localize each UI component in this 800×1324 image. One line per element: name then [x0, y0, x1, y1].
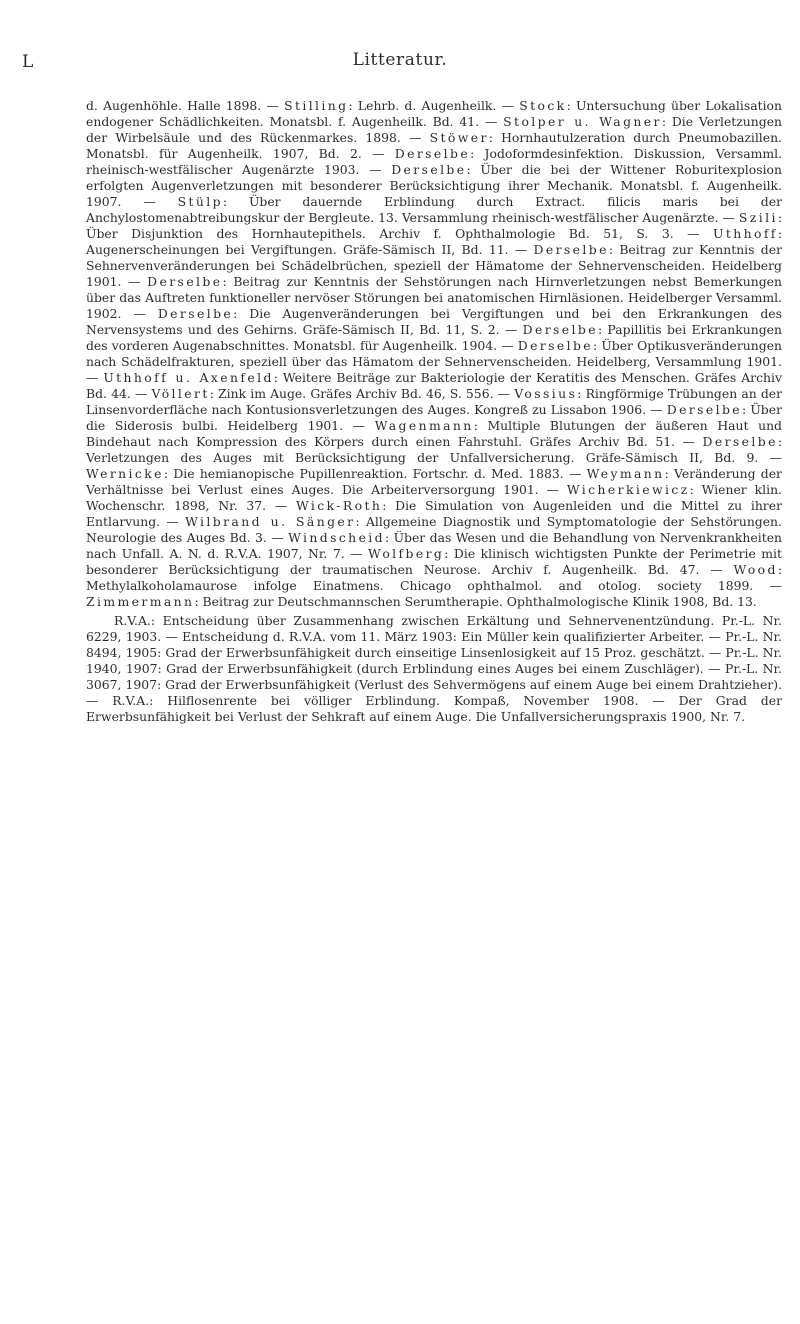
page-marker: L: [22, 52, 34, 72]
citation-text: : Die Augenveränderungen bei Vergiftungen und bei den Erkrankungen des Nervensystems und des Gehirns. Gräfe-Sämisch II, Bd. 11, S. 2. —: [86, 306, 782, 338]
citation-text: : Beitrag zur Kenntnis der Sehstörungen nach Hirnverletzungen nebst Bemerkungen über das Auftreten funktioneller nervöser Störungen bei anatomischen Hirnläsionen. Heidelberger Versamml. 1902. —: [86, 274, 782, 322]
citation-text: d. Augenhöhle. Halle 1898. —: [86, 98, 285, 113]
citation-text: : Multiple Blutungen der äußeren Haut und Bindehaut nach Kompression des Körpers durch einen Fahrstuhl. Gräfes Archiv Bd. 51. —: [86, 418, 782, 450]
citation-text: : Beitrag zur Deutschmannschen Serumtherapie. Ophthalmologische Klinik 1908, Bd. 13.: [194, 594, 757, 610]
citation-text: : Untersuchung über Lokalisation endogener Schädlichkeiten. Monatsbl. f. Augenheilk. Bd. 41. —: [86, 98, 782, 130]
citation-text: : Über die bei der Wittener Roburitexplosion erfolgten Augenverletzungen mit besonderer Berücksichtigung ihrer Mechanik. Monatsbl. f. Augenheilk. 1907. —: [86, 162, 782, 210]
author-name: Wick-Roth: [295, 498, 383, 514]
author-name: Wolfberg: [368, 546, 445, 562]
citation-text: : Beitrag zur Kenntnis der Sehnervenveränderungen bei Schädelbrüchen, speziell der Hämatome der Sehnervenscheiden. Heidelberg 1901. —: [86, 242, 782, 290]
bibliography-body: [86, 98, 782, 725]
citation-text: : Weitere Beiträge zur Bakteriologie der Keratitis des Menschen. Gräfes Archiv Bd. 44. —: [86, 370, 782, 402]
citation-text: : Über Disjunktion des Hornhautepithels. Archiv f. Ophthalmologie Bd. 51, S. 3. —: [86, 210, 782, 242]
citation-text: : Augenerscheinungen bei Vergiftungen. Gräfe-Sämisch II, Bd. 11. —: [86, 226, 782, 258]
citation-text: : Veränderung der Verhältnisse bei Verlust eines Auges. Die Arbeiterversorgung 1901. —: [86, 466, 782, 498]
author-name: Stock: [519, 98, 567, 113]
author-name: Derselbe: [522, 322, 598, 338]
citation-text: : Allgemeine Diagnostik und Symptomatologie der Sehstörungen. Neurologie des Auges Bd. 3. —: [86, 514, 782, 546]
author-name: Derselbe: [702, 434, 778, 450]
author-name: Derselbe: [394, 146, 471, 162]
author-name: Zimmermann: [86, 594, 195, 610]
citation-text: : Die hemianopische Pupillenreaktion. Fortschr. d. Med. 1883. —: [163, 466, 587, 482]
author-name: Wicherkiewicz: [566, 482, 690, 498]
citation-text: : Methylalkoholamaurose infolge Einatmens. Chicago ophthalmol. and otolog. society 1899. —: [86, 562, 782, 594]
citation-text: : Lehrb. d. Augenheilk. —: [348, 98, 520, 113]
running-head: Litteratur.: [352, 50, 448, 70]
author-name: Stilling: [284, 98, 349, 113]
author-name: Wood: [733, 562, 778, 578]
author-name: Stülp: [177, 194, 223, 210]
citation-text: R.V.A.: Entscheidung über Zusammenhang zwischen Erkältung und Sehnervenentzündung. Pr.-L. Nr. 6229, 1903. — Entscheidung d. R.V.A. vom 11. März 1903: Ein Müller kein qualifizierter Arbeiter. — Pr.-L. Nr. 8494, 1905: Grad der Erwerbsunfähigkeit durch einseitige Linsenlosigkeit auf 15 Proz. geschätzt. — Pr.-L. Nr. 1940, 1907: Grad der Erwerbsunfähigkeit (durch Erblindung eines Auges bei einem Zuschläger). — Pr.-L. Nr. 3067, 1907: Grad der Erwerbsunfähigkeit (Verlust des Sehvermögens auf einem Auge bei einem Drahtzieher). — R.V.A.: Hilflosenrente bei völliger Erblindung. Kompaß, November 1908. — Der Grad der Erwerbsunfähigkeit bei Verlust der Sehkraft auf einem Auge. Die Unfallversicherungspraxis 1900, Nr. 7.: [86, 612, 782, 724]
citation-text: : Hornhautulzeration durch Pneumobazillen. Monatsbl. für Augenheilk. 1907, Bd. 2. —: [86, 130, 782, 162]
author-name: Völlert: [151, 386, 210, 402]
author-name: Uthhoff u. Axenfeld: [103, 370, 274, 386]
author-name: Szili: [738, 210, 778, 226]
author-name: Wilbrand u. Sänger: [185, 514, 356, 530]
author-name: Windscheid: [288, 530, 385, 546]
author-name: Derselbe: [147, 274, 223, 290]
citation-text: : Die klinisch wichtigsten Punkte der Perimetrie mit besonderer Berücksichtigung der traumatischen Neurose. Archiv f. Augenheilk. Bd. 47. —: [86, 546, 782, 578]
author-name: Derselbe: [157, 306, 234, 322]
author-name: Vossius: [514, 386, 578, 402]
citation-text: : Über dauernde Erblindung durch Extract. filicis maris bei der Anchylostomenabtreibungskur der Bergleute. 13. Versammlung rheinisch-westfälischer Augenärzte. —: [86, 194, 782, 226]
citation-text: : Zink im Auge. Gräfes Archiv Bd. 46, S. 556. —: [209, 386, 515, 402]
author-name: Wernicke: [86, 466, 164, 482]
author-name: Uthhoff: [712, 226, 778, 242]
citation-text: : Über Optikusveränderungen nach Schädelfrakturen, speziell über das Hämatom der Sehnervenscheiden. Heidelberg, Versammlung 1901. —: [86, 338, 783, 386]
citation-text: : Über das Wesen und die Behandlung von Nervenkrankheiten nach Unfall. A. N. d. R.V.A. 1907, Nr. 7. —: [86, 530, 783, 562]
author-name: Stöwer: [429, 130, 489, 146]
author-name: Derselbe: [517, 338, 594, 354]
citation-text: : Papillitis bei Erkrankungen des vorderen Augenabschnittes. Monatsbl. für Augenheilk. 1904. —: [86, 322, 782, 354]
decisions-paragraph: [86, 613, 782, 725]
citation-text: : Jodoformdesinfektion. Diskussion, Versamml. rheinisch-westfälischer Augenärzte 1903. —: [86, 146, 783, 178]
author-name: Weymann: [586, 466, 665, 482]
citation-text: : Verletzungen des Auges mit Berücksichtigung der Unfallversicherung. Gräfe-Sämisch II, Bd. 9. —: [86, 434, 782, 466]
citation-text: : Wiener klin. Wochenschr. 1898, Nr. 37. —: [86, 482, 782, 514]
citation-text: : Die Verletzungen der Wirbelsäule und des Rückenmarkes. 1898. —: [86, 114, 783, 146]
citation-text: : Die Simulation von Augenleiden und die Mittel zu ihrer Entlarvung. —: [86, 498, 782, 530]
citation-text: : Ringförmige Trübungen an der Linsenvorderfläche nach Kontusionsverletzungen des Auges. Kongreß zu Lissabon 1906. —: [86, 386, 783, 418]
author-name: Wagenmann: [374, 418, 474, 434]
author-name: Derselbe: [391, 162, 467, 178]
author-name: Derselbe: [533, 242, 609, 258]
author-name: Stolper u. Wagner: [503, 114, 662, 130]
bibliography-paragraph: [86, 98, 782, 611]
author-name: Derselbe: [666, 402, 743, 418]
citation-text: : Über die Siderosis bulbi. Heidelberg 1901. —: [86, 402, 782, 434]
